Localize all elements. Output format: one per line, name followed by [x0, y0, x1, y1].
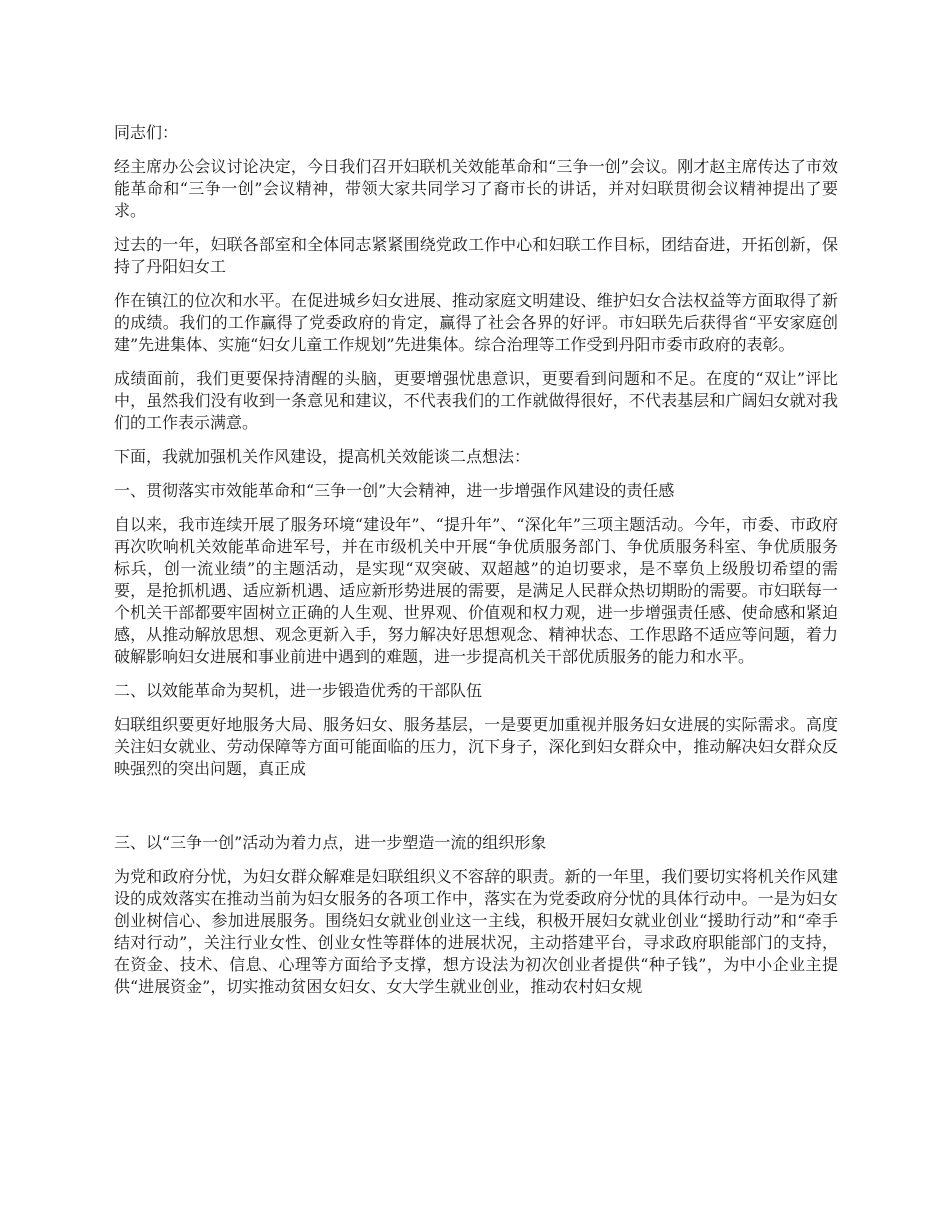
paragraph-section-2: 妇联组织要更好地服务大局、服务妇女、服务基层，一是要更加重视并服务妇女进展的实际需求。高度关注妇女就业、劳动保障等方面可能面临的压力，沉下身子，深化到妇女群众中，推动解决妇女群众反映强烈的突出问题，真正成 [114, 715, 838, 778]
paragraph-section-1: 自以来，我市连续开展了服务环境“建设年”、“提升年”、“深化年”三项主题活动。今年，市委、市政府再次吹响机关效能革命进军号，并在市级机关中开展“争优质服务部门、争优质服务科室、争优质服务标兵，创一流业绩”的主题活动，是实现“双突破、双超越”的迫切要求，是不辜负上级殷切希望的需要，是抢抓机遇、适应新机遇、适应新形势进展的需要，是满足人民群众热切期盼的需要。市妇联每一个机关干部都要牢固树立正确的人生观、世界观、价值观和权力观，进一步增强责任感、使命感和紧迫感，从推动解放思想、观念更新入手，努力解决好思想观念、精神状态、工作思路不适应等问题，着力破解影响妇女进展和事业前进中遇到的难题，进一步提高机关干部优质服务的能力和水平。 [114, 515, 838, 666]
salutation: 同志们： [114, 123, 179, 142]
section-heading-3: 三、以“三争一创”活动为着力点，进一步塑造一流的组织形象 [114, 833, 547, 852]
section-heading-2: 二、以效能革命为契机，进一步锻造优秀的干部队伍 [114, 681, 483, 700]
paragraph-intro: 经主席办公会议讨论决定，今日我们召开妇联机关效能革命和“三争一创”会议。刚才赵主席传达了市效能革命和“三争一创”会议精神，带领大家共同学习了裔市长的讲话，并对妇联贯彻会议精神提出了要求。 [114, 157, 838, 220]
paragraph-outline: 下面，我就加强机关作风建设，提高机关效能谈二点想法： [114, 447, 531, 466]
paragraph-awareness: 成绩面前，我们更要保持清醒的头脑，更要增强忧患意识，更要看到问题和不足。在度的“双让”评比中，虽然我们没有收到一条意见和建议，不代表我们的工作就做得很好，不代表基层和广阔妇女就对我们的工作表示满意。 [114, 369, 838, 432]
paragraph-section-3: 为党和政府分忧，为妇女群众解难是妇联组织义不容辞的职责。新的一年里，我们要切实将机关作风建设的成效落实在推动当前为妇女服务的各项工作中，落实在为党委政府分忧的具体行动中。一是为妇女创业树信心、参加进展服务。围绕妇女就业创业这一主线，积极开展妇女就业创业“援助行动”和“牵手结对行动”，关注行业女性、创业女性等群体的进展状况，主动搭建平台，寻求政府职能部门的支持，在资金、技术、信息、心理等方面给予支撑，想方设法为初次创业者提供“种子钱”，为中小企业主提供“进展资金”，切实推动贫困女妇女、女大学生就业创业，推动农村妇女规 [114, 867, 838, 996]
paragraph-gap [114, 792, 838, 832]
paragraph-past-year: 过去的一年，妇联各部室和全体同志紧紧围绕党政工作中心和妇联工作目标，团结奋进，开拓创新，保持了丹阳妇女工 [114, 235, 838, 276]
section-heading-1: 一、贯彻落实市效能革命和“三争一创”大会精神，进一步增强作风建设的责任感 [114, 481, 675, 500]
paragraph-achievements: 作在镇江的位次和水平。在促进城乡妇女进展、推动家庭文明建设、维护妇女合法权益等方面取得了新的成绩。我们的工作赢得了党委政府的肯定，赢得了社会各界的好评。市妇联先后获得省“平安家庭创建”先进集体、实施“妇女儿童工作规划”先进集体。综合治理等工作受到丹阳市委市政府的表彰。 [114, 291, 838, 354]
document-page [114, 122, 838, 1010]
